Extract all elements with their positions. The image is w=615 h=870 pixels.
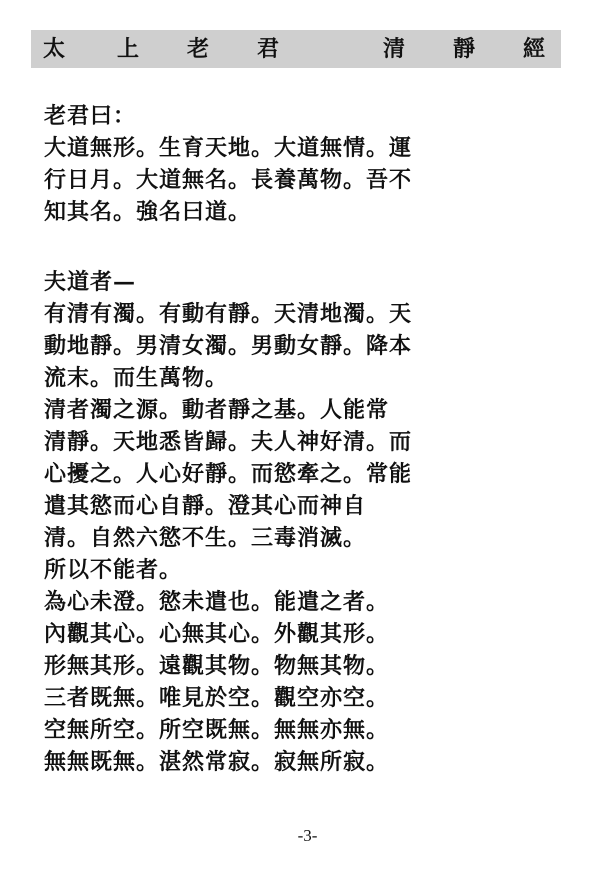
text-line: 心擾之。人心好靜。而慾牽之。常能 <box>44 461 413 487</box>
text-line: 動地靜。男清女濁。男動女靜。降本 <box>44 333 413 359</box>
title-char: 經 <box>523 36 546 62</box>
text-line: 大道無形。生育天地。大道無情。運 <box>44 135 413 161</box>
text-line: 為心未澄。慾未遣也。能遣之者。 <box>44 589 390 615</box>
text-line: 流末。而生萬物。 <box>44 365 229 391</box>
text-line: 知其名。強名曰道。 <box>44 199 252 225</box>
title-char: 清 <box>383 36 406 62</box>
text-line: 三者既無。唯見於空。觀空亦空。 <box>44 685 390 711</box>
text-line: 空無所空。所空既無。無無亦無。 <box>44 717 390 743</box>
title-bar <box>31 30 561 68</box>
text-line: 無無既無。湛然常寂。寂無所寂。 <box>44 749 390 775</box>
text-line: 清。自然六慾不生。三毒消滅。 <box>44 525 367 551</box>
title-char: 老 <box>187 36 210 62</box>
text-line: 有清有濁。有動有靜。天清地濁。天 <box>44 301 413 327</box>
text-line: 清靜。天地悉皆歸。夫人神好清。而 <box>44 429 413 455</box>
text-line: 內觀其心。心無其心。外觀其形。 <box>44 621 390 647</box>
title-char: 上 <box>117 36 140 62</box>
intro-heading: 老君曰： <box>44 103 137 129</box>
section-heading: 夫道者— <box>44 269 137 295</box>
text-line: 形無其形。遠觀其物。物無其物。 <box>44 653 390 679</box>
scripture-text <box>44 100 574 778</box>
text-line: 所以不能者。 <box>44 557 183 583</box>
text-line: 遣其慾而心自靜。澄其心而神自 <box>44 493 367 519</box>
title-char: 靜 <box>453 36 476 62</box>
page-number: -3- <box>297 826 318 845</box>
text-line: 行日月。大道無名。長養萬物。吾不 <box>44 167 413 193</box>
title-char: 君 <box>257 36 280 62</box>
title-char: 太 <box>43 36 66 62</box>
text-line: 清者濁之源。動者靜之基。人能常 <box>44 397 390 423</box>
